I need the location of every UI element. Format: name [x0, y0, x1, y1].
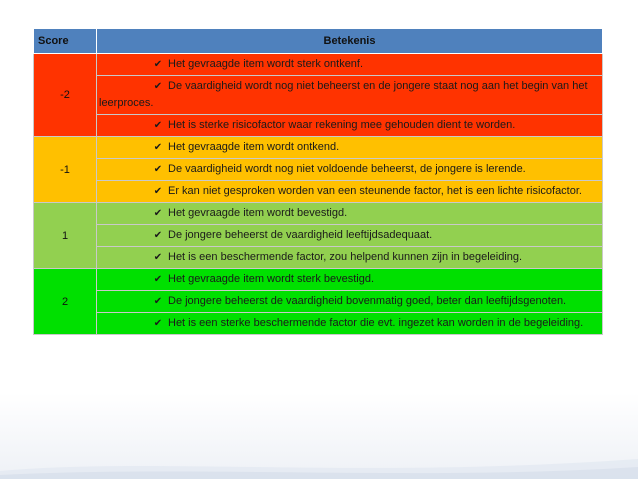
table-row [34, 203, 603, 225]
description-cell [97, 247, 603, 269]
score-table [33, 28, 603, 335]
table-row [34, 159, 603, 181]
description-text: Het gevraagde item wordt sterk bevestigd. [168, 273, 375, 285]
table-row [34, 313, 603, 335]
description-cell [97, 225, 603, 247]
table-row [34, 181, 603, 203]
checkmark-icon: ✔ [153, 274, 163, 285]
checkmark-icon: ✔ [153, 296, 163, 307]
description-text: De vaardigheid wordt nog niet voldoende beheerst, de jongere is lerende. [168, 163, 526, 175]
description-cell [97, 159, 603, 181]
description-text: Het gevraagde item wordt sterk ontkenf. [168, 58, 364, 70]
checkmark-icon: ✔ [153, 230, 163, 241]
description-cell [97, 54, 603, 76]
description-cell [97, 137, 603, 159]
description-cell [97, 181, 603, 203]
checkmark-icon: ✔ [153, 81, 163, 92]
description-cell [97, 76, 603, 115]
description-text: Er kan niet gesproken worden van een steunende factor, het is een lichte risicofactor. [168, 185, 582, 197]
table-row [34, 137, 603, 159]
description-cell [97, 291, 603, 313]
table-row [34, 247, 603, 269]
description-text: De jongere beheerst de vaardigheid leeftijdsadequaat. [168, 229, 433, 241]
table-row [34, 76, 603, 115]
checkmark-icon: ✔ [153, 252, 163, 263]
score-cell: 1 [34, 203, 97, 269]
description-cell [97, 115, 603, 137]
checkmark-icon: ✔ [153, 120, 163, 131]
score-cell: 2 [34, 269, 97, 335]
description-text: Het gevraagde item wordt ontkend. [168, 141, 340, 153]
header-row [34, 29, 603, 54]
description-text: De vaardigheid wordt nog niet beheerst en de jongere staat nog aan het begin van het leerproces. [99, 80, 588, 109]
description-cell [97, 269, 603, 291]
description-text: De jongere beheerst de vaardigheid bovenmatig goed, beter dan leeftijdsgenoten. [168, 295, 567, 307]
score-cell: -2 [34, 54, 97, 137]
table-row [34, 225, 603, 247]
description-text: Het is sterke risicofactor waar rekening mee gehouden dient te worden. [168, 119, 516, 131]
checkmark-icon: ✔ [153, 142, 163, 153]
description-cell [97, 313, 603, 335]
table-row [34, 291, 603, 313]
table-row [34, 54, 603, 76]
description-cell [97, 203, 603, 225]
table-row [34, 269, 603, 291]
score-cell: -1 [34, 137, 97, 203]
description-text: Het is een beschermende factor, zou helpend kunnen zijn in begeleiding. [168, 251, 523, 263]
checkmark-icon: ✔ [153, 164, 163, 175]
table-row [34, 115, 603, 137]
header-betekenis: Betekenis [97, 29, 603, 54]
slide-decoration [0, 439, 638, 479]
checkmark-icon: ✔ [153, 208, 163, 219]
checkmark-icon: ✔ [153, 318, 163, 329]
header-score: Score [34, 29, 97, 54]
checkmark-icon: ✔ [153, 186, 163, 197]
checkmark-icon: ✔ [153, 59, 163, 70]
description-text: Het gevraagde item wordt bevestigd. [168, 207, 348, 219]
description-text: Het is een sterke beschermende factor die evt. ingezet kan worden in de begeleiding. [168, 317, 584, 329]
